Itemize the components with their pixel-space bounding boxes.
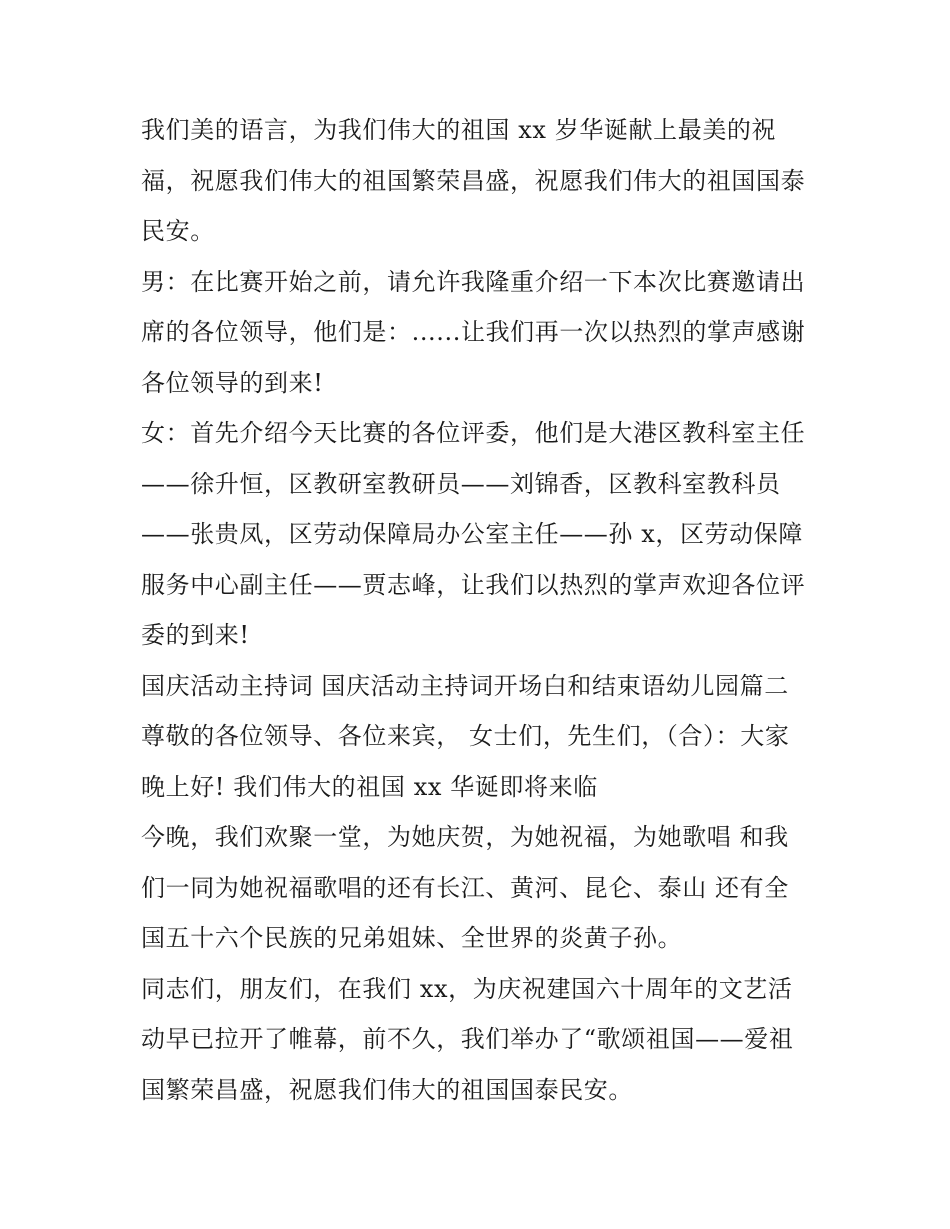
text-line: 动早已拉开了帷幕，前不久，我们举办了“歌颂祖国——爱祖 (141, 1025, 794, 1053)
text-line: 男：在比赛开始之前，请允许我隆重介绍一下本次比赛邀请出 (141, 267, 806, 296)
text-line: 我们美的语言，为我们伟大的祖国 xx 岁华诞献上最美的祝 (141, 116, 777, 144)
text-line: 尊敬的各位领导、各位来宾， 女士们，先生们，（合）：大家 (141, 722, 790, 750)
text-line: 席的各位领导，他们是：......让我们再一次以热烈的掌声感谢 (141, 318, 806, 346)
text-line: ——徐升恒，区教研室教研员——刘锦香，区教科室教科员 (141, 469, 781, 498)
document-body (141, 105, 821, 1115)
text-line: 国五十六个民族的兄弟姐妹、全世界的炎黄子孙。 (141, 924, 683, 952)
text-line: 福，祝愿我们伟大的祖国繁荣昌盛，祝愿我们伟大的祖国国泰 (141, 166, 806, 195)
text-line: 晚上好! 我们伟大的祖国 xx 华诞即将来临 (141, 772, 598, 801)
text-line: 同志们，朋友们，在我们 xx，为庆祝建国六十周年的文艺活 (141, 974, 793, 1003)
text-line: 民安。 (141, 217, 215, 245)
text-line: 女：首先介绍今天比赛的各位评委，他们是大港区教科室主任 (141, 419, 806, 447)
text-line: 服务中心副主任——贾志峰，让我们以热烈的掌声欢迎各位评 (141, 570, 806, 599)
text-line: 今晚，我们欢聚一堂，为她庆贺，为她祝福，为她歌唱 和我 (141, 823, 789, 851)
text-line: 们一同为她祝福歌唱的还有长江、黄河、昆仑、泰山 还有全 (141, 873, 789, 902)
text-line: 各位领导的到来! (141, 368, 324, 397)
text-line: ——张贵凤，区劳动保障局办公室主任——孙 x，区劳动保障 (141, 520, 803, 548)
text-line: 委的到来! (141, 621, 250, 649)
text-line: 国庆活动主持词 国庆活动主持词开场白和结束语幼儿园篇二 (141, 671, 789, 700)
text-line: 国繁荣昌盛，祝愿我们伟大的祖国国泰民安。 (141, 1075, 633, 1104)
